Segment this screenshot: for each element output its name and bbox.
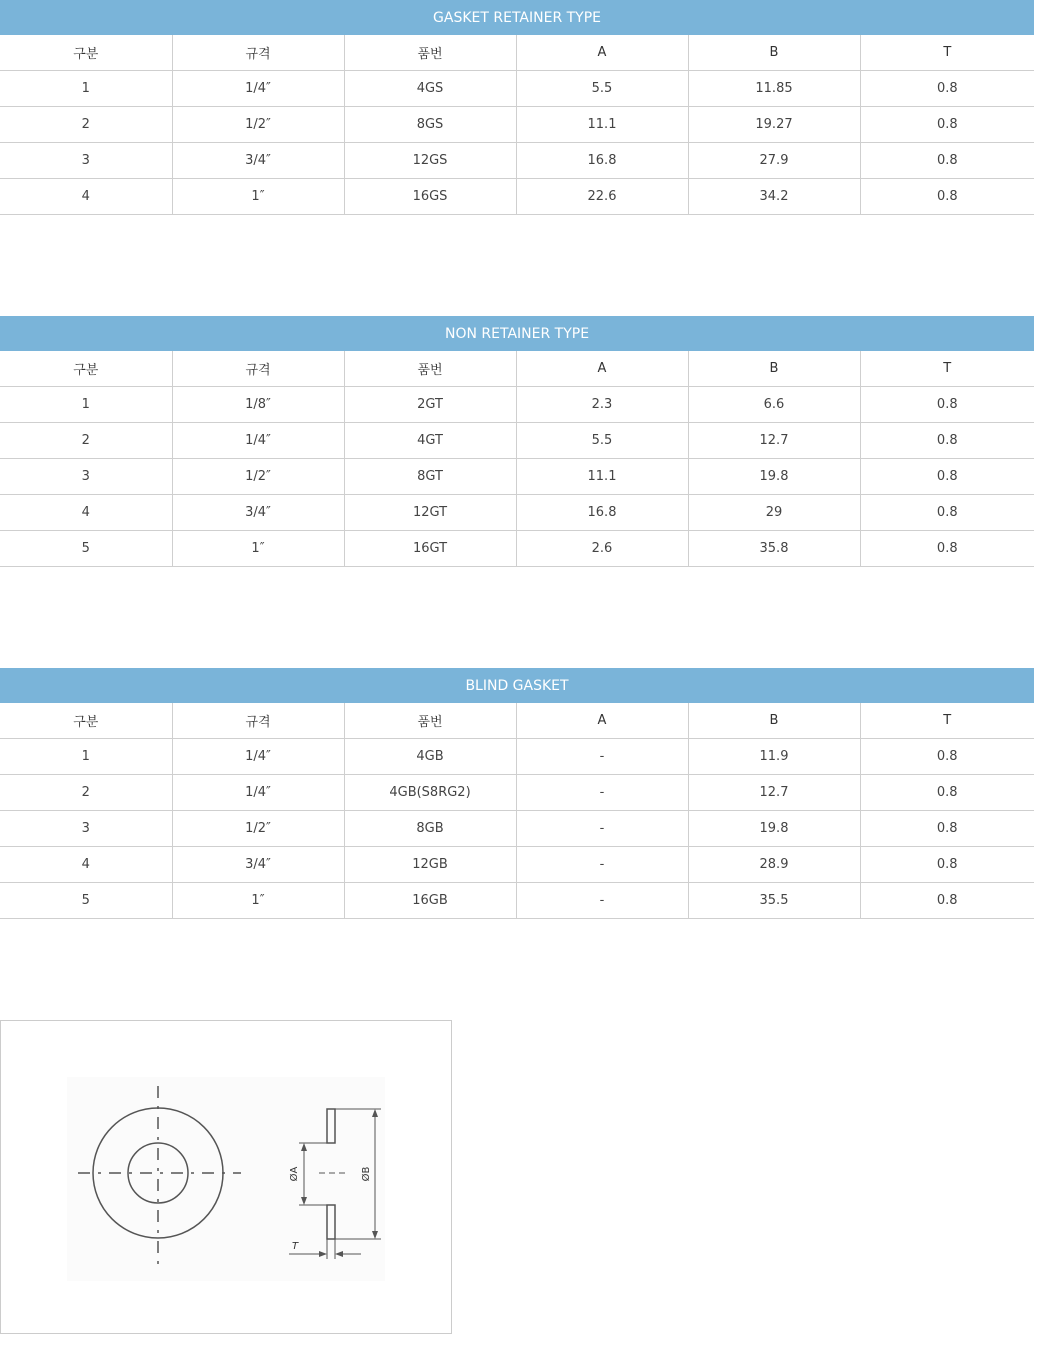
column-header: 규격 (172, 351, 344, 387)
table-header-row (0, 703, 1034, 739)
table-cell: 0.8 (860, 811, 1034, 847)
table-cell: - (516, 739, 688, 775)
table-cell: 12.7 (688, 775, 860, 811)
table-cell: 16GT (344, 531, 516, 567)
table-cell: 12.7 (688, 423, 860, 459)
table-cell: 1″ (172, 531, 344, 567)
table-cell: - (516, 811, 688, 847)
table-cell: 5 (0, 883, 172, 919)
table-cell: 1 (0, 387, 172, 423)
column-header: 구분 (0, 35, 172, 71)
dimension-label-a: ØA (289, 1166, 300, 1182)
table-cell: 16GS (344, 179, 516, 215)
table-cell: 0.8 (860, 179, 1034, 215)
table-row (0, 179, 1034, 215)
column-header: 구분 (0, 351, 172, 387)
gasket-drawing-svg (1, 1021, 451, 1333)
column-header: A (516, 351, 688, 387)
column-header: A (516, 35, 688, 71)
table-cell: 35.8 (688, 531, 860, 567)
table-cell: 2GT (344, 387, 516, 423)
table-cell: 16GB (344, 883, 516, 919)
table-cell: - (516, 775, 688, 811)
table-cell: 12GB (344, 847, 516, 883)
table-row (0, 459, 1034, 495)
drawing-background (67, 1077, 385, 1281)
table-cell: 12GS (344, 143, 516, 179)
table-title: NON RETAINER TYPE (0, 316, 1034, 351)
table-row (0, 423, 1034, 459)
table-cell: 1/2″ (172, 459, 344, 495)
column-header: 구분 (0, 703, 172, 739)
table-cell: 2 (0, 107, 172, 143)
table-header-row (0, 351, 1034, 387)
table-cell: 0.8 (860, 459, 1034, 495)
table-cell: 19.8 (688, 811, 860, 847)
table-cell: 11.1 (516, 459, 688, 495)
table-cell: 1/4″ (172, 739, 344, 775)
table-cell: 35.5 (688, 883, 860, 919)
table-row (0, 143, 1034, 179)
table-cell: 3 (0, 143, 172, 179)
table-cell: 1 (0, 71, 172, 107)
table-title: GASKET RETAINER TYPE (0, 0, 1034, 35)
table-cell: 12GT (344, 495, 516, 531)
table-cell: 6.6 (688, 387, 860, 423)
table-cell: 3 (0, 811, 172, 847)
table-cell: 3/4″ (172, 847, 344, 883)
table-cell: 5.5 (516, 423, 688, 459)
column-header: B (688, 35, 860, 71)
table-cell: 16.8 (516, 143, 688, 179)
table-cell: 16.8 (516, 495, 688, 531)
table-cell: 0.8 (860, 387, 1034, 423)
table-cell: 0.8 (860, 107, 1034, 143)
table-row (0, 71, 1034, 107)
table-cell: 4 (0, 495, 172, 531)
table-row (0, 107, 1034, 143)
table-cell: 1/8″ (172, 387, 344, 423)
table-cell: 11.9 (688, 739, 860, 775)
table-cell: 4GT (344, 423, 516, 459)
table-cell: 34.2 (688, 179, 860, 215)
table-cell: 4GB (344, 739, 516, 775)
table-cell: 11.1 (516, 107, 688, 143)
table-cell: 0.8 (860, 883, 1034, 919)
table-row (0, 775, 1034, 811)
table-cell: 0.8 (860, 739, 1034, 775)
column-header: B (688, 351, 860, 387)
table-cell: 8GS (344, 107, 516, 143)
table-cell: 1/4″ (172, 775, 344, 811)
table-cell: 2.3 (516, 387, 688, 423)
table-cell: 4 (0, 179, 172, 215)
blind-gasket-table (0, 668, 1034, 919)
table-row (0, 495, 1034, 531)
table-cell: 0.8 (860, 143, 1034, 179)
column-header: T (860, 35, 1034, 71)
table-cell: 0.8 (860, 495, 1034, 531)
table-cell: 3/4″ (172, 143, 344, 179)
table-cell: 4 (0, 847, 172, 883)
table-cell: 2 (0, 423, 172, 459)
column-header: 품번 (344, 35, 516, 71)
table-cell: 19.27 (688, 107, 860, 143)
column-header: T (860, 351, 1034, 387)
non-retainer-type-table (0, 316, 1034, 567)
table-cell: 0.8 (860, 423, 1034, 459)
table-row (0, 387, 1034, 423)
table-cell: 11.85 (688, 71, 860, 107)
table-cell: - (516, 883, 688, 919)
table-cell: 1″ (172, 883, 344, 919)
table-cell: 0.8 (860, 531, 1034, 567)
gasket-drawing (0, 1020, 452, 1334)
table-cell: 19.8 (688, 459, 860, 495)
table-cell: 28.9 (688, 847, 860, 883)
column-header: 품번 (344, 703, 516, 739)
dimension-label-b: ØB (361, 1166, 372, 1182)
table-cell: 8GT (344, 459, 516, 495)
table-cell: 1 (0, 739, 172, 775)
column-header: 규격 (172, 35, 344, 71)
column-header: A (516, 703, 688, 739)
gasket-retainer-type-table (0, 0, 1034, 215)
table-header-row (0, 35, 1034, 71)
table-cell: 5.5 (516, 71, 688, 107)
table-cell: 27.9 (688, 143, 860, 179)
table-cell: 5 (0, 531, 172, 567)
table-cell: 4GB(S8RG2) (344, 775, 516, 811)
table-row (0, 847, 1034, 883)
table-cell: 1/4″ (172, 423, 344, 459)
table-cell: 0.8 (860, 775, 1034, 811)
table-cell: 1/2″ (172, 811, 344, 847)
table-cell: 0.8 (860, 71, 1034, 107)
table-row (0, 739, 1034, 775)
column-header: 규격 (172, 703, 344, 739)
table-title: BLIND GASKET (0, 668, 1034, 703)
table-cell: 3/4″ (172, 495, 344, 531)
table-cell: 1/2″ (172, 107, 344, 143)
table-row (0, 811, 1034, 847)
table-cell: 29 (688, 495, 860, 531)
table-cell: 0.8 (860, 847, 1034, 883)
table-cell: 2 (0, 775, 172, 811)
column-header: 품번 (344, 351, 516, 387)
table-row (0, 531, 1034, 567)
table-cell: 22.6 (516, 179, 688, 215)
dimension-label-t: T (291, 1241, 299, 1252)
table-cell: 1″ (172, 179, 344, 215)
table-cell: 8GB (344, 811, 516, 847)
table-cell: 1/4″ (172, 71, 344, 107)
column-header: T (860, 703, 1034, 739)
column-header: B (688, 703, 860, 739)
table-cell: 4GS (344, 71, 516, 107)
table-cell: - (516, 847, 688, 883)
table-cell: 3 (0, 459, 172, 495)
table-cell: 2.6 (516, 531, 688, 567)
table-row (0, 883, 1034, 919)
